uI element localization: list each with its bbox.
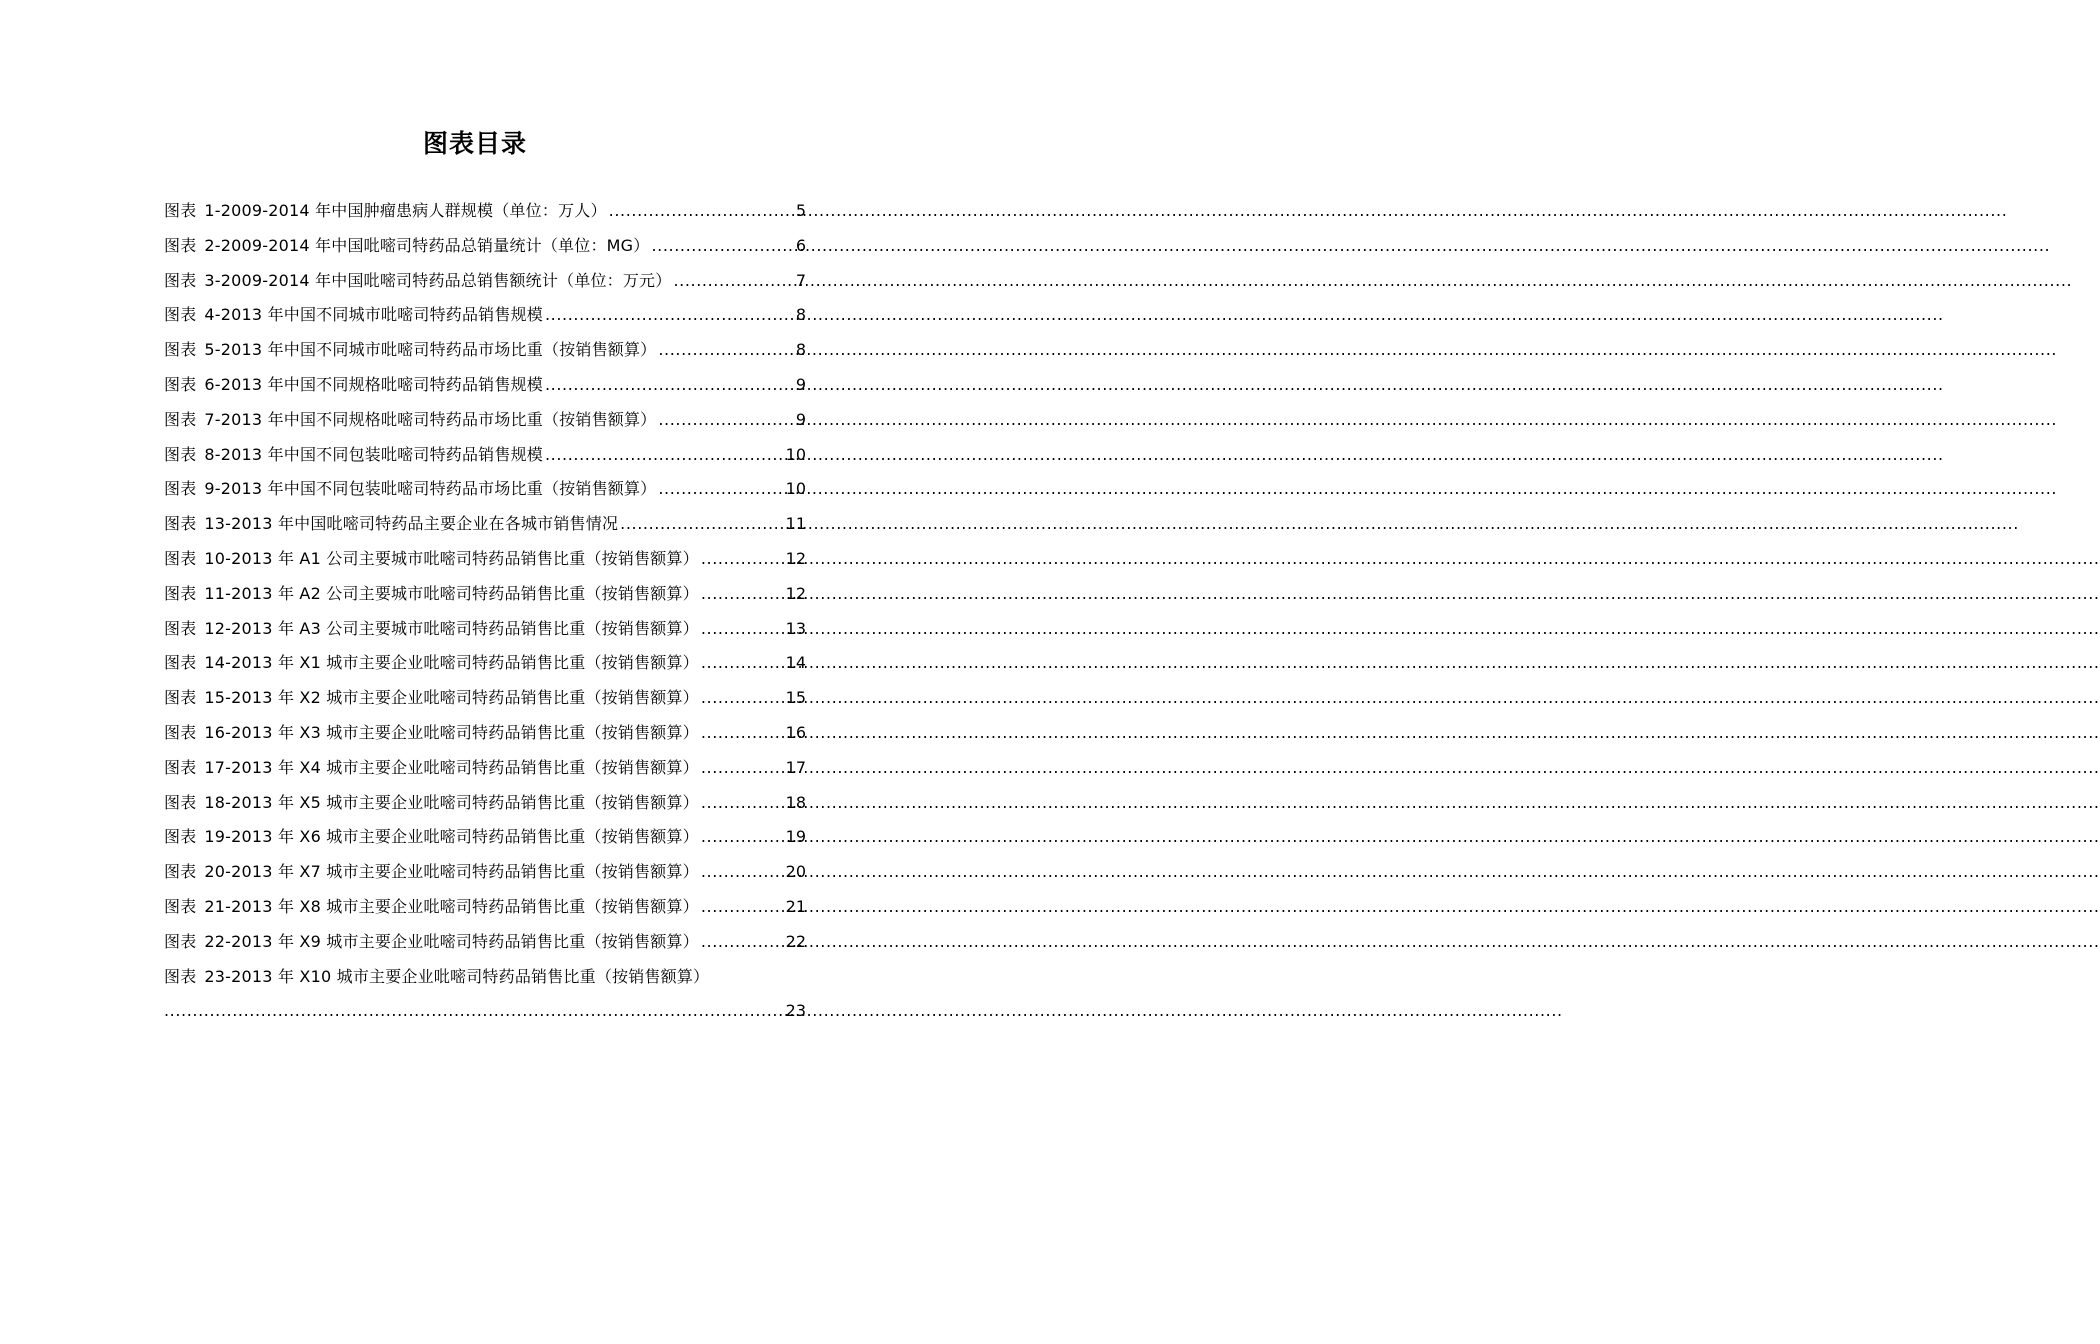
toc-entry-text: 7-2013 年中国不同规格吡嘧司特药品市场比重（按销售额算） <box>204 409 657 429</box>
toc-entry[interactable] <box>164 507 806 542</box>
toc-entry-prefix: 图表 <box>164 548 197 568</box>
dot-leader <box>701 716 784 751</box>
dot-leader <box>701 751 784 786</box>
dot-leader <box>701 646 784 681</box>
toc-page-number: 7 <box>795 270 806 290</box>
toc-entry[interactable] <box>164 194 806 229</box>
toc-entry[interactable] <box>164 229 806 264</box>
toc-entry-label <box>164 612 699 647</box>
dot-leader <box>620 507 783 542</box>
dot-leader <box>658 472 783 507</box>
toc-entry-prefix: 图表 <box>164 757 197 777</box>
toc-entry-prefix: 图表 <box>164 722 197 742</box>
document-page <box>0 0 950 1344</box>
toc-entry-label <box>164 264 671 299</box>
dot-leader <box>701 925 784 960</box>
toc-entry-label <box>164 507 618 542</box>
toc-page-number: 19 <box>785 827 806 847</box>
toc-page-number: 11 <box>785 514 806 534</box>
toc-entry-label <box>164 751 699 786</box>
toc-entry-label <box>164 646 699 681</box>
page-title: 图表目录 <box>422 129 527 158</box>
toc-entry[interactable] <box>164 960 806 1030</box>
toc-page-number: 21 <box>785 896 806 916</box>
toc-page-number: 12 <box>785 583 806 603</box>
toc-entry-text: 22-2013 年 X9 城市主要企业吡嘧司特药品销售比重（按销售额算） <box>204 931 699 951</box>
dot-leader <box>701 542 784 577</box>
toc-entry-label <box>164 333 656 368</box>
toc-entry-label <box>164 786 699 821</box>
toc-entry[interactable] <box>164 786 806 821</box>
toc-entry-prefix: 图表 <box>164 653 197 673</box>
dot-leader <box>164 994 784 1029</box>
toc-entry-text: 21-2013 年 X8 城市主要企业吡嘧司特药品销售比重（按销售额算） <box>204 896 699 916</box>
toc-entry-prefix: 图表 <box>164 444 197 464</box>
toc-entry-prefix: 图表 <box>164 583 197 603</box>
toc-entry-prefix: 图表 <box>164 270 197 290</box>
toc-entry-label <box>164 681 699 716</box>
toc-entry-prefix: 图表 <box>164 235 197 255</box>
toc-entry-text: 23-2013 年 X10 城市主要企业吡嘧司特药品销售比重（按销售额算） <box>204 966 710 986</box>
dot-leader <box>545 298 794 333</box>
toc-entry[interactable] <box>164 403 806 438</box>
toc-entry-prefix: 图表 <box>164 862 197 882</box>
toc-page-number: 8 <box>795 305 806 325</box>
toc-page-number: 5 <box>795 201 806 220</box>
toc-page-number: 10 <box>785 444 806 464</box>
toc-entry-text: 2-2009-2014 年中国吡嘧司特药品总销量统计（单位：MG） <box>204 235 650 255</box>
dot-leader <box>658 403 793 438</box>
dot-leader <box>701 890 784 925</box>
dot-leader <box>701 820 784 855</box>
dot-leader <box>658 333 793 368</box>
toc-entry-label <box>164 472 656 507</box>
toc-page-number: 14 <box>785 653 806 673</box>
toc-list <box>164 194 806 1029</box>
toc-entry-label <box>164 577 699 612</box>
toc-entry-label <box>164 925 699 960</box>
toc-entry-label <box>164 368 543 403</box>
toc-entry-text: 13-2013 年中国吡嘧司特药品主要企业在各城市销售情况 <box>204 514 619 534</box>
toc-entry[interactable] <box>164 438 806 473</box>
toc-page-number: 15 <box>785 688 806 708</box>
toc-entry-label <box>164 229 649 264</box>
toc-entry-prefix: 图表 <box>164 201 197 220</box>
toc-entry-text: 9-2013 年中国不同包装吡嘧司特药品市场比重（按销售额算） <box>204 479 657 499</box>
toc-entry-prefix: 图表 <box>164 340 197 360</box>
toc-entry[interactable] <box>164 681 806 716</box>
toc-page-number: 22 <box>785 931 806 951</box>
dot-leader <box>673 264 793 299</box>
toc-entry[interactable] <box>164 716 806 751</box>
toc-entry-prefix: 图表 <box>164 479 197 499</box>
toc-page-number: 23 <box>785 1001 806 1021</box>
toc-entry-label <box>164 820 699 855</box>
toc-entry-prefix: 图表 <box>164 792 197 812</box>
toc-entry-text: 3-2009-2014 年中国吡嘧司特药品总销售额统计（单位：万元） <box>204 270 672 290</box>
toc-entry-text: 4-2013 年中国不同城市吡嘧司特药品销售规模 <box>204 305 543 325</box>
toc-entry[interactable] <box>164 925 806 960</box>
dot-leader <box>701 855 784 890</box>
toc-page-number: 13 <box>785 618 806 638</box>
toc-entry-label <box>164 542 699 577</box>
toc-entry-prefix: 图表 <box>164 896 197 916</box>
toc-entry[interactable] <box>164 542 806 577</box>
toc-entry-text: 19-2013 年 X6 城市主要企业吡嘧司特药品销售比重（按销售额算） <box>204 827 699 847</box>
toc-entry[interactable] <box>164 264 806 299</box>
toc-entry-text: 14-2013 年 X1 城市主要企业吡嘧司特药品销售比重（按销售额算） <box>204 653 699 673</box>
toc-entry-prefix: 图表 <box>164 305 197 325</box>
dot-leader <box>701 786 784 821</box>
dot-leader <box>701 612 784 647</box>
toc-page-number: 20 <box>785 862 806 882</box>
dot-leader <box>701 681 784 716</box>
toc-entry[interactable] <box>164 368 806 403</box>
toc-page-number: 16 <box>785 722 806 742</box>
toc-entry-label <box>164 855 699 890</box>
toc-entry-text: 17-2013 年 X4 城市主要企业吡嘧司特药品销售比重（按销售额算） <box>204 757 699 777</box>
toc-entry-prefix: 图表 <box>164 827 197 847</box>
toc-page-number: 8 <box>795 340 806 360</box>
toc-entry-label <box>164 438 543 473</box>
toc-entry-text: 5-2013 年中国不同城市吡嘧司特药品市场比重（按销售额算） <box>204 340 657 360</box>
toc-entry-text: 18-2013 年 X5 城市主要企业吡嘧司特药品销售比重（按销售额算） <box>204 792 699 812</box>
toc-entry[interactable] <box>164 890 806 925</box>
toc-entry-text: 10-2013 年 A1 公司主要城市吡嘧司特药品销售比重（按销售额算） <box>204 548 699 568</box>
toc-entry-prefix: 图表 <box>164 409 197 429</box>
toc-entry-prefix: 图表 <box>164 618 197 638</box>
toc-entry-prefix: 图表 <box>164 966 197 986</box>
toc-entry-text: 6-2013 年中国不同规格吡嘧司特药品销售规模 <box>204 374 543 394</box>
toc-entry-prefix: 图表 <box>164 931 197 951</box>
toc-entry[interactable] <box>164 751 806 786</box>
dot-leader <box>545 368 794 403</box>
toc-entry-prefix: 图表 <box>164 688 197 708</box>
toc-entry-prefix: 图表 <box>164 374 197 394</box>
toc-page-number: 18 <box>785 792 806 812</box>
toc-entry[interactable] <box>164 855 806 890</box>
toc-page-number: 17 <box>785 757 806 777</box>
toc-entry-label <box>164 960 806 995</box>
toc-entry-label <box>164 194 607 229</box>
toc-entry[interactable] <box>164 646 806 681</box>
dot-leader <box>701 577 784 612</box>
dot-leader <box>609 194 794 229</box>
toc-entry[interactable] <box>164 612 806 647</box>
dot-leader <box>651 229 793 264</box>
dot-leader <box>545 438 784 473</box>
toc-entry-text: 20-2013 年 X7 城市主要企业吡嘧司特药品销售比重（按销售额算） <box>204 862 699 882</box>
toc-entry[interactable] <box>164 577 806 612</box>
toc-page-number: 9 <box>795 374 806 394</box>
toc-entry-text: 11-2013 年 A2 公司主要城市吡嘧司特药品销售比重（按销售额算） <box>204 583 699 603</box>
toc-entry[interactable] <box>164 298 806 333</box>
toc-entry[interactable] <box>164 820 806 855</box>
toc-entry-text: 1-2009-2014 年中国肿瘤患病人群规模（单位：万人） <box>204 201 607 220</box>
toc-page-number: 12 <box>785 548 806 568</box>
toc-entry[interactable] <box>164 472 806 507</box>
toc-page-number: 6 <box>795 235 806 255</box>
toc-entry-label <box>164 716 699 751</box>
toc-entry-text: 16-2013 年 X3 城市主要企业吡嘧司特药品销售比重（按销售额算） <box>204 722 699 742</box>
toc-entry-text: 15-2013 年 X2 城市主要企业吡嘧司特药品销售比重（按销售额算） <box>204 688 699 708</box>
toc-entry-prefix: 图表 <box>164 514 197 534</box>
toc-page-number: 9 <box>795 409 806 429</box>
toc-entry-label <box>164 403 656 438</box>
toc-entry-text: 12-2013 年 A3 公司主要城市吡嘧司特药品销售比重（按销售额算） <box>204 618 699 638</box>
toc-entry[interactable] <box>164 333 806 368</box>
toc-entry-continuation <box>164 994 806 1029</box>
toc-page-number: 10 <box>785 479 806 499</box>
toc-entry-label <box>164 298 543 333</box>
toc-entry-text: 8-2013 年中国不同包装吡嘧司特药品销售规模 <box>204 444 543 464</box>
toc-entry-label <box>164 890 699 925</box>
